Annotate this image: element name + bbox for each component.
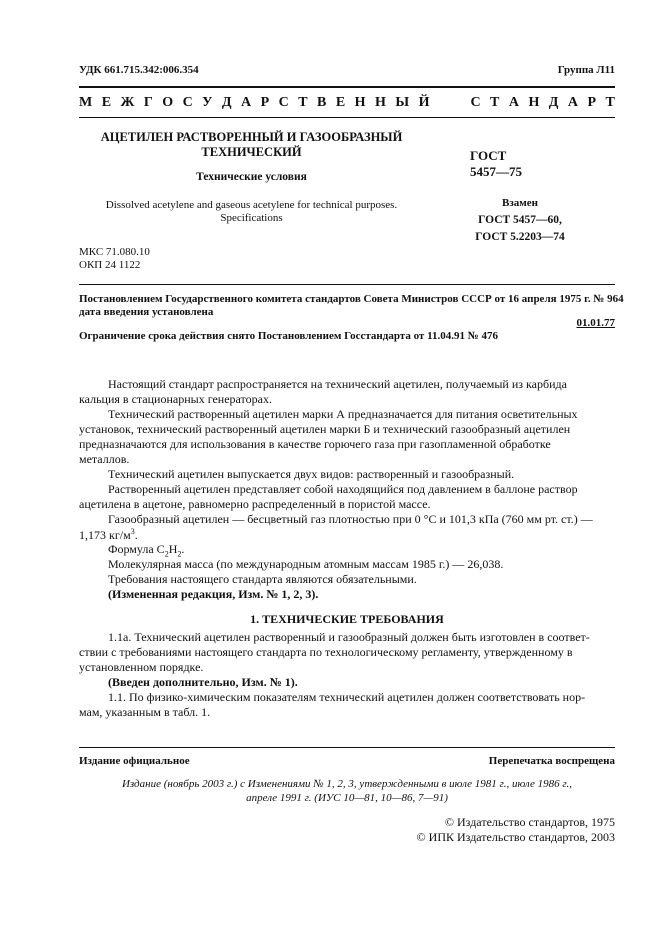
section-1-heading: 1. ТЕХНИЧЕСКИЕ ТРЕБОВАНИЯ <box>250 612 444 626</box>
banner-letter: У <box>202 95 213 110</box>
banner-letter: С <box>278 95 289 110</box>
banner-letter: В <box>317 95 327 110</box>
banner-letter: Н <box>375 95 386 110</box>
banner-letter: Й <box>418 95 430 110</box>
density-value: 1,173 кг/м <box>79 528 131 542</box>
banner-letter: Р <box>587 95 597 110</box>
mandatory-note: Требования настоящего стандарта являются обязательными. <box>108 572 417 586</box>
title-line-1: АЦЕТИЛЕН РАСТВОРЕННЫЙ И ГАЗООБРАЗНЫЙ <box>100 130 403 144</box>
intro-p2-line-4: металлов. <box>79 452 130 466</box>
banner-letter: С <box>470 95 481 110</box>
okp-code: ОКП 24 1122 <box>79 259 141 271</box>
english-title-line-2: Specifications <box>220 212 283 224</box>
decree-line-1: Постановлением Государственного комитета стандартов Совета Министров СССР от 16 апреля 1975 г. № 964 <box>79 293 624 305</box>
formula-subscript: 2 <box>177 549 182 559</box>
gost-label: ГОСТ <box>470 148 507 163</box>
banner-letter: Ж <box>120 95 135 110</box>
intro-p5-line-1: Газообразный ацетилен — бесцветный газ плотностью при 0 °С и 101,3 кПа (760 мм рт. ст.) — <box>108 512 593 526</box>
banner-letter: А <box>508 95 519 110</box>
intro-p3: Технический ацетилен выпускается двух видов: растворенный и газообразный. <box>108 467 515 481</box>
footer-rule <box>79 747 615 748</box>
banner-letter: Е <box>101 95 112 110</box>
section-1-p3-line-1: 1.1. По физико-химическим показателям технический ацетилен должен соответствовать нор- <box>108 690 586 704</box>
edition-note-line-1: Издание (ноябрь 2003 г.) с Изменениями № 1, 2, 3, утвержденными в июле 1981 г., июле 1986 г., <box>121 778 573 790</box>
document-title <box>79 130 424 160</box>
banner-letter: Т <box>298 95 308 110</box>
banner-letter: Н <box>354 95 366 110</box>
introduction-date: 01.01.77 <box>576 317 615 329</box>
mks-code: МКС 71.080.10 <box>79 246 150 258</box>
formula-element: Н <box>168 542 178 556</box>
group-code: Группа Л11 <box>557 64 615 76</box>
section-1-p1-line-3: установленном порядке. <box>79 660 204 674</box>
formula <box>108 542 184 558</box>
subtitle: Технические условия <box>196 171 307 183</box>
banner-gap <box>439 95 461 111</box>
banner-letter: Ы <box>395 95 410 110</box>
english-title <box>79 199 424 225</box>
replaces-label: Взамен <box>502 197 538 209</box>
introduced-additionally-note: (Введен дополнительно, Изм. № 1). <box>108 675 298 689</box>
density-exponent: 3 <box>130 527 135 536</box>
intro-p4-line-1: Растворенный ацетилен представляет собой находящийся под давлением в баллоне раствор <box>108 482 578 496</box>
formula-subscript: 2 <box>164 549 169 559</box>
banner-letter: О <box>162 95 174 110</box>
interstate-standard-banner <box>79 95 615 111</box>
formula-label: Формула С <box>108 542 165 556</box>
formula-period: . <box>181 542 185 556</box>
intro-p4-line-2: ацетилена в ацетоне, равномерно распределенный в пористой массе. <box>79 497 431 511</box>
gost-number: 5457—75 <box>470 164 522 179</box>
banner-rule <box>79 117 615 118</box>
copyright-2003: © ИПК Издательство стандартов, 2003 <box>416 830 615 844</box>
copyright-1975: © Издательство стандартов, 1975 <box>444 815 615 829</box>
reprint-prohibited: Перепечатка воспрещена <box>488 755 615 767</box>
gost-number-block <box>470 148 570 180</box>
intro-p2-line-3: предназначаются для использования в качестве горючего газа при газопламенной обработке <box>79 437 551 451</box>
banner-letter: Р <box>260 95 270 110</box>
banner-letter: Д <box>548 95 559 110</box>
edition-note-line-2: апреле 1991 г. (ИУС 10—81, 10—86, 7—91) <box>246 792 448 804</box>
replaces-block <box>440 195 600 246</box>
english-title-line-1: Dissolved acetylene and gaseous acetylene for technical purposes. <box>105 199 398 211</box>
intro-p2-line-1: Технический растворенный ацетилен марки А предназначается для питания осветительных <box>108 407 578 421</box>
limit-removed-note: Ограничение срока действия снято Постановлением Госстандарта от 11.04.91 № 476 <box>79 330 499 342</box>
molecular-mass: Молекулярная масса (по международным атомным массам 1985 г.) — 26,038. <box>108 557 504 571</box>
codes-rule <box>79 284 615 285</box>
section-1-p1-line-2: ствии с требованиями настоящего стандарта по технологическому регламенту, утвержденному в <box>79 645 573 659</box>
banner-letter: М <box>79 95 93 110</box>
official-edition: Издание официальное <box>79 755 190 767</box>
banner-letter: Е <box>335 95 346 110</box>
banner-letter: А <box>241 95 252 110</box>
udk-code: УДК 661.715.342:006.354 <box>79 64 199 76</box>
replaces-standard-2: ГОСТ 5.2203—74 <box>475 231 565 243</box>
intro-p5-line-2 <box>79 527 138 543</box>
decree-line-2: дата введения установлена <box>79 306 214 318</box>
banner-letter: Т <box>490 95 500 110</box>
banner-letter: Д <box>221 95 232 110</box>
section-1-p3-line-2: мам, указанным в табл. 1. <box>79 705 211 719</box>
intro-p2-line-2: установок, технический растворенный ацетилен марки Б и технический газообразный ацетилен <box>79 422 571 436</box>
banner-letter: А <box>567 95 579 110</box>
banner-letter: Н <box>528 95 540 110</box>
section-1-p1-line-1: 1.1а. Технический ацетилен растворенный и газообразный должен быть изготовлен в соответ- <box>108 630 590 644</box>
density-period: . <box>134 528 138 542</box>
banner-letter: С <box>182 95 193 110</box>
banner-letter: Т <box>605 95 615 110</box>
amended-edition-note: (Измененная редакция, Изм. № 1, 2, 3). <box>108 587 319 601</box>
banner-letter: Г <box>143 95 153 110</box>
replaces-standard-1: ГОСТ 5457—60, <box>478 214 562 226</box>
intro-p1-line-1: Настоящий стандарт распространяется на технический ацетилен, получаемый из карбида <box>108 377 567 391</box>
intro-p1-line-2: кальция в стационарных генераторах. <box>79 392 272 406</box>
title-line-2: ТЕХНИЧЕСКИЙ <box>201 145 302 159</box>
top-rule <box>79 86 615 88</box>
